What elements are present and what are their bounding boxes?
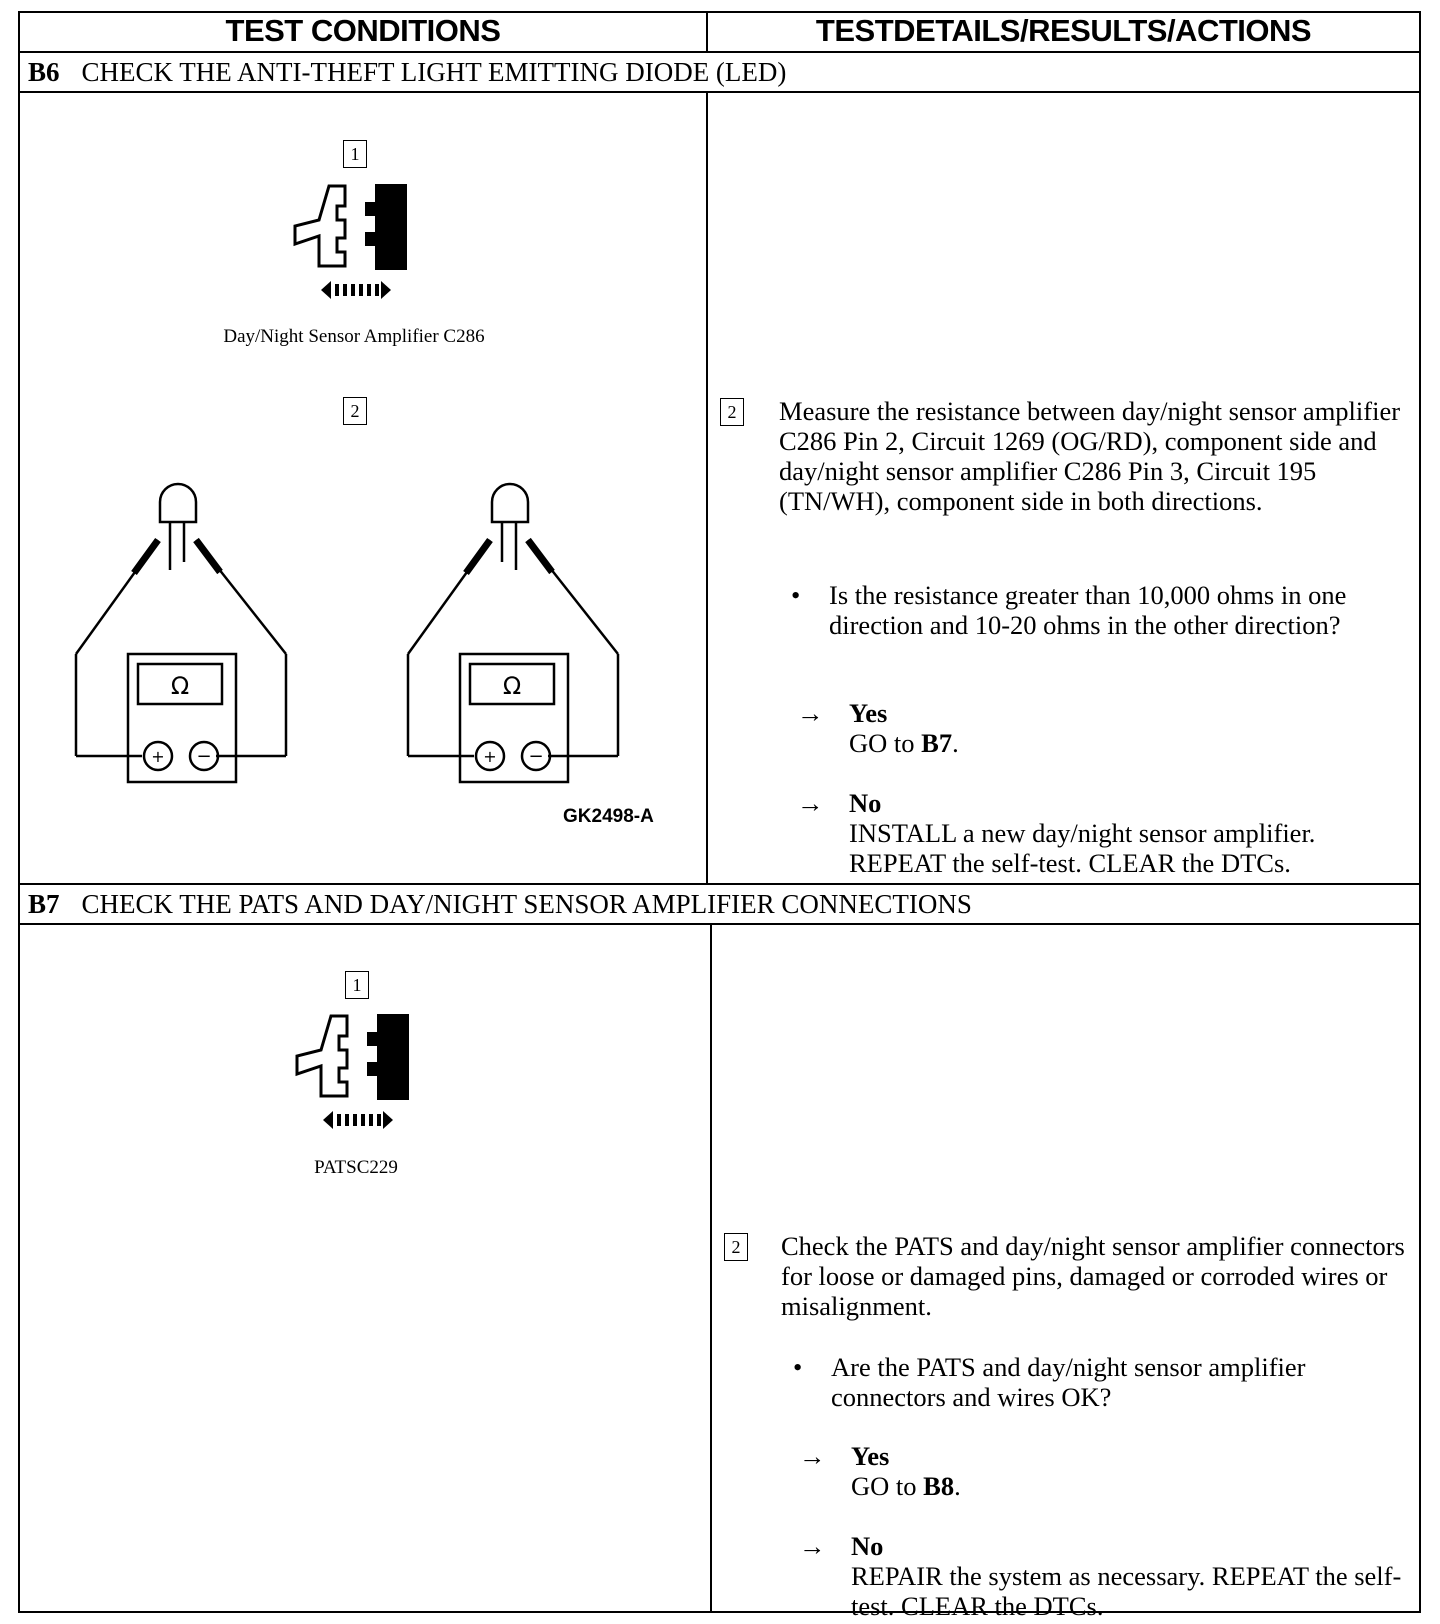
ohm-symbol-left: Ω [170,672,190,700]
header-test-details: TESTDETAILS/RESULTS/ACTIONS [815,13,1312,48]
b6-no-arrow: → [797,788,824,818]
b6-step1-number: 1 [343,140,367,168]
b6-step2-number: 2 [343,397,367,425]
b6-code: B6 [28,57,60,87]
b6-yes-label: Yes [849,698,888,728]
b7-code: B7 [28,889,60,919]
b6-title: CHECK THE ANTI-THEFT LIGHT EMITTING DIODE (LED) [81,57,787,87]
connector-disconnect-icon [287,1010,427,1140]
svg-text:+: + [483,747,497,766]
b6-section-title [28,57,786,88]
b6-yes-target: B7 [921,728,953,758]
svg-text:−: − [196,746,212,767]
ohm-symbol-right: Ω [502,672,522,700]
b7-question: • Are the PATS and day/night sensor amplifier connectors and wires OK? [831,1352,1411,1412]
b7-step1-number: 1 [345,971,369,999]
b7-yes-result: → Yes GO to B8. [851,1441,1411,1501]
b6-yes-arrow: → [797,698,824,728]
b7-yes-target: B8 [923,1471,955,1501]
svg-text:−: − [528,746,544,767]
b6-figure-id: GK2498-A [563,806,654,827]
b7-no-label: No [851,1531,884,1561]
b7-detail-number: 2 [724,1233,748,1261]
b6-no-result [797,788,1409,878]
b6-yes-result: → Yes GO to B7. [849,698,1409,758]
b7-no-action: REPAIR the system as necessary. REPEAT the self-test. CLEAR the DTCs. [851,1561,1402,1621]
b7-yes-label: Yes [851,1441,890,1471]
b6-yes-action: GO to [849,728,915,758]
b6-no-label: No [849,788,882,818]
svg-text:+: + [151,747,165,766]
led-ohmmeter-diagram-left [70,478,310,808]
b7-section-title [28,889,972,920]
b7-yes-arrow: → [799,1441,826,1471]
led-ohmmeter-diagram-right [402,478,642,808]
b7-no-arrow: → [799,1531,826,1561]
connector-disconnect-icon [285,180,425,310]
b6-detail-text: Measure the resistance between day/night sensor amplifier C286 Pin 2, Circuit 1269 (OG/RD), component side and day/night sensor amplifier C286 Pin 3, Circuit 195 (TN/WH), component side in both directions. [779,396,1401,516]
b6-step1-caption: Day/Night Sensor Amplifier C286 [223,326,485,347]
b7-detail-text: Check the PATS and day/night sensor amplifier connectors for loose or damaged pins, damaged or corroded wires or misalignment. [781,1231,1405,1321]
b7-step1-caption: PATSC229 [314,1157,398,1178]
b7-yes-action: GO to [851,1471,917,1501]
b6-detail-number: 2 [720,398,744,426]
header-test-conditions: TEST CONDITIONS [225,13,501,48]
b6-question: • Is the resistance greater than 10,000 ohms in one direction and 10-20 ohms in the other direction? [829,580,1409,640]
b7-no-result [799,1531,1411,1621]
b6-no-action: INSTALL a new day/night sensor amplifier. REPEAT the self-test. CLEAR the DTCs. [849,818,1316,878]
b7-title: CHECK THE PATS AND DAY/NIGHT SENSOR AMPLIFIER CONNECTIONS [81,889,972,919]
